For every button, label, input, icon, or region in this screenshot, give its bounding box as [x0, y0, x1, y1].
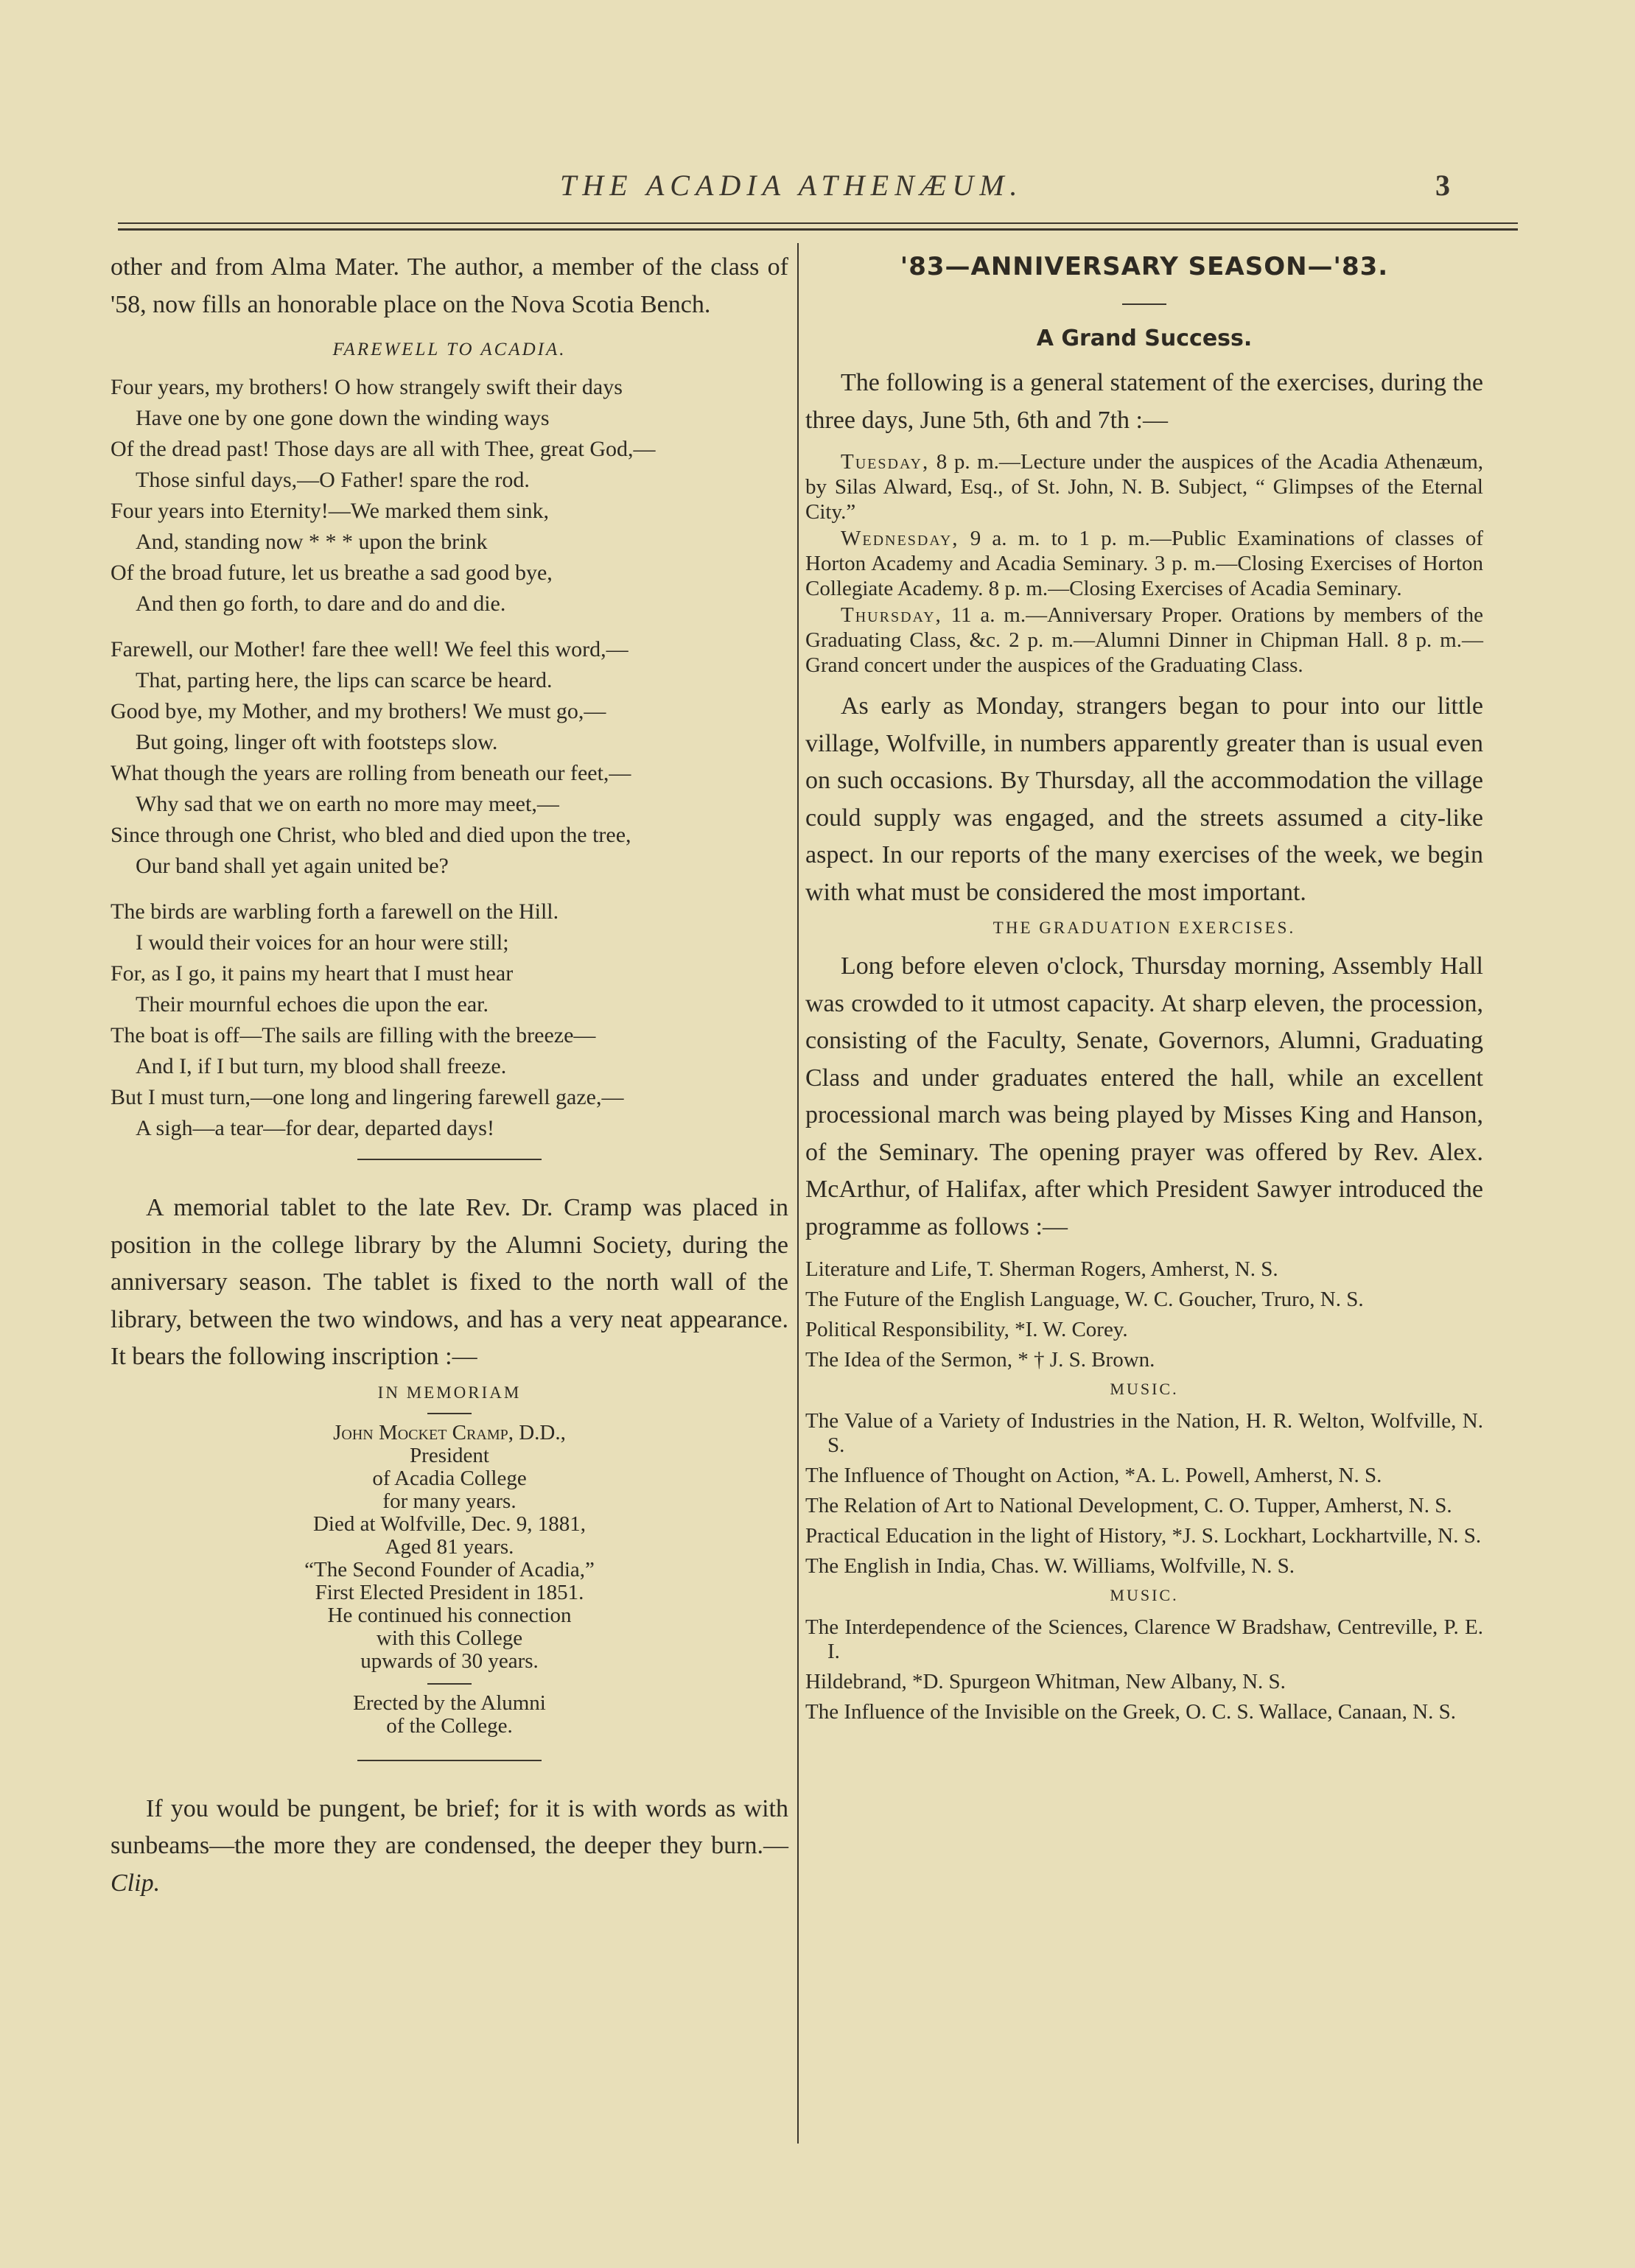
- inscription-line: for many years.: [382, 1489, 517, 1513]
- programme-item: The Idea of the Sermon, * † J. S. Brown.: [805, 1348, 1155, 1372]
- inscription-line: First Elected President in 1851.: [315, 1580, 584, 1604]
- poem-line: Their mournful echoes die upon the ear.: [136, 992, 489, 1017]
- quote-paragraph: [111, 1791, 788, 1903]
- schedule-entry: [805, 526, 1483, 601]
- inscription-line: of Acadia College: [372, 1466, 527, 1490]
- header-rule-bottom: [118, 228, 1518, 231]
- schedule-entry: [805, 449, 1483, 524]
- column-divider: [797, 243, 799, 2144]
- article-subtitle: A Grand Success.: [1036, 326, 1253, 351]
- running-header-title: THE ACADIA ATHENÆUM.: [560, 169, 1023, 202]
- poem-line: Have one by one gone down the winding ways: [136, 406, 550, 430]
- programme-item: The Interdependence of the Sciences, Clarence W Bradshaw, Centreville, P. E. I.: [805, 1615, 1483, 1663]
- short-rule: [427, 1413, 472, 1414]
- quote-text: If you would be pungent, be brief; for it is with words as with sunbeams—the more they are condensed, the deeper they burn.—: [111, 1794, 788, 1859]
- left-column: [111, 249, 788, 1902]
- poem-line: Of the dread past! Those days are all with Thee, great God,—: [111, 437, 656, 461]
- inscription-line: with this College: [376, 1626, 523, 1650]
- ceremony-paragraph: Long before eleven o'clock, Thursday morning, Assembly Hall was crowded to it utmost capacity. At sharp eleven, the procession, consisting of the Faculty, Senate, Governors, Alumni, Graduating Class and under graduates entered the hall, while an excellent processional march was being played by Misses King and Hanson, of the Seminary. The opening prayer was offered by Rev. Alex. McArthur, of Halifax, after which President Sawyer introduced the programme as follows :—: [805, 952, 1483, 1240]
- poem-line: But going, linger oft with footsteps slow.: [136, 730, 498, 754]
- poem-line: And then go forth, to dare and do and die.: [136, 591, 506, 616]
- programme-item: The English in India, Chas. W. Williams, Wolfville, N. S.: [805, 1554, 1295, 1578]
- inscription-line: Aged 81 years.: [385, 1534, 514, 1559]
- poem-line: Why sad that we on earth no more may meet,—: [136, 792, 559, 816]
- section-divider: [357, 1760, 542, 1761]
- intro-paragraph: other and from Alma Mater. The author, a member of the class of '58, now fills an honorable place on the Nova Scotia Bench.: [111, 253, 788, 318]
- schedule-text: 11 a. m.—Anniversary Proper. Orations by members of the Graduating Class, &c. 2 p. m.—Alumni Dinner in Chipman Hall. 8 p. m.—Grand concert under the auspices of the Graduating Class.: [805, 603, 1483, 677]
- programme-item: Practical Education in the light of History, *J. S. Lockhart, Lockhartville, N. S.: [805, 1524, 1482, 1548]
- poem-line: For, as I go, it pains my heart that I must hear: [111, 961, 514, 986]
- poem-stanza-2: [111, 634, 788, 882]
- inscription-line: John Mocket Cramp, D.D.,: [333, 1420, 566, 1444]
- memorial-paragraph: A memorial tablet to the late Rev. Dr. Cramp was placed in position in the college library by the Alumni Society, during the anniversary season. The tablet is fixed to the north wall of the library, between the two windows, and has a very neat appearance. It bears the following inscription :—: [111, 1194, 788, 1370]
- schedule-text: 8 p. m.—Lecture under the auspices of the Acadia Athenæum, by Silas Alward, Esq., of St. John, N. B. Subject, “ Glimpses of the Eternal City.”: [805, 450, 1483, 524]
- music-interlude: MUSIC.: [1110, 1380, 1179, 1398]
- inscription: [111, 1422, 788, 1673]
- memoriam-heading: IN MEMORIAM: [377, 1383, 522, 1402]
- programme-item: The Value of a Variety of Industries in the Nation, H. R. Welton, Wolfville, N. S.: [805, 1409, 1483, 1457]
- poem-line: Our band shall yet again united be?: [136, 854, 449, 878]
- schedule-day: Wednesday,: [841, 527, 959, 550]
- graduation-heading: THE GRADUATION EXERCISES.: [992, 919, 1296, 937]
- programme-item: The Relation of Art to National Development, C. O. Tupper, Amherst, N. S.: [805, 1494, 1452, 1517]
- poem-stanza-1: [111, 372, 788, 619]
- poem-line: Farewell, our Mother! fare thee well! We feel this word,—: [111, 637, 629, 661]
- poem-line: But I must turn,—one long and lingering farewell gaze,—: [111, 1085, 624, 1109]
- poem-line: The birds are warbling forth a farewell on the Hill.: [111, 899, 559, 924]
- poem: [111, 372, 788, 1144]
- programme-item: Political Responsibility, *I. W. Corey.: [805, 1318, 1128, 1341]
- inscription-line: Died at Wolfville, Dec. 9, 1881,: [312, 1512, 587, 1536]
- programme-item: The Future of the English Language, W. C. Goucher, Truro, N. S.: [805, 1288, 1364, 1311]
- inscription-line: “The Second Founder of Acadia,”: [304, 1557, 595, 1581]
- music-interlude: MUSIC.: [1110, 1586, 1179, 1604]
- programme: [805, 1257, 1483, 1724]
- page-number: 3: [1435, 169, 1450, 202]
- poem-line: I would their voices for an hour were still;: [136, 930, 509, 955]
- poem-line: A sigh—a tear—for dear, departed days!: [136, 1116, 494, 1140]
- inscription-line: President: [410, 1443, 489, 1467]
- poem-line: Since through one Christ, who bled and died upon the tree,: [111, 823, 631, 847]
- erected-line: of the College.: [386, 1713, 513, 1738]
- programme-item: The Influence of the Invisible on the Greek, O. C. S. Wallace, Canaan, N. S.: [805, 1700, 1456, 1724]
- header-rule-top: [118, 222, 1518, 224]
- short-rule: [1122, 303, 1166, 305]
- poem-line: That, parting here, the lips can scarce be heard.: [136, 668, 553, 692]
- programme-item: Hildebrand, *D. Spurgeon Whitman, New Albany, N. S.: [805, 1670, 1286, 1693]
- poem-line: Four years, my brothers! O how strangely swift their days: [111, 375, 623, 399]
- poem-title: FAREWELL TO ACADIA.: [332, 340, 567, 359]
- poem-line: The boat is off—The sails are filling with the breeze—: [111, 1023, 596, 1047]
- schedule-day: Thursday,: [841, 603, 942, 627]
- schedule-day: Tuesday,: [841, 450, 930, 474]
- schedule-entry: [805, 603, 1483, 678]
- schedule: [805, 449, 1483, 678]
- poem-stanza-3: [111, 896, 788, 1144]
- article-title: '83—ANNIVERSARY SEASON—'83.: [900, 252, 1389, 281]
- poem-line: Good bye, my Mother, and my brothers! We must go,—: [111, 699, 606, 723]
- arrival-paragraph: As early as Monday, strangers began to pour into our little village, Wolfville, in numbers apparently greater than is usual even on such occasions. By Thursday, all the accommodation the village could supply was engaged, and the streets assumed a city-like aspect. In our reports of the many exercises of the week, we begin with what must be considered the most important.: [805, 692, 1483, 906]
- schedule-text: 9 a. m. to 1 p. m.—Public Examinations of classes of Horton Academy and Acadia Seminary. 3 p. m.—Closing Exercises of Horton Collegiate Academy. 8 p. m.—Closing Exercises of Acadia Seminary.: [805, 527, 1483, 600]
- poem-line: And I, if I but turn, my blood shall freeze.: [136, 1054, 507, 1078]
- poem-line: And, standing now * * * upon the brink: [136, 530, 488, 554]
- poem-line: Of the broad future, let us breathe a sad good bye,: [111, 561, 553, 585]
- poem-line: Four years into Eternity!—We marked them sink,: [111, 499, 549, 523]
- poem-line: Those sinful days,—O Father! spare the rod.: [136, 468, 530, 492]
- short-rule: [427, 1683, 472, 1685]
- right-column: [805, 249, 1483, 1730]
- section-divider: [357, 1159, 542, 1160]
- erected-line: Erected by the Alumni: [353, 1691, 546, 1715]
- inscription-line: upwards of 30 years.: [360, 1649, 539, 1673]
- intro-paragraph: The following is a general statement of the exercises, during the three days, June 5th, 6th and 7th :—: [805, 369, 1483, 434]
- poem-line: What though the years are rolling from beneath our feet,—: [111, 761, 631, 785]
- quote-source: Clip.: [111, 1869, 161, 1897]
- programme-item: Literature and Life, T. Sherman Rogers, Amherst, N. S.: [805, 1257, 1278, 1281]
- inscription-line: He continued his connection: [327, 1603, 572, 1627]
- programme-item: The Influence of Thought on Action, *A. L. Powell, Amherst, N. S.: [805, 1464, 1382, 1487]
